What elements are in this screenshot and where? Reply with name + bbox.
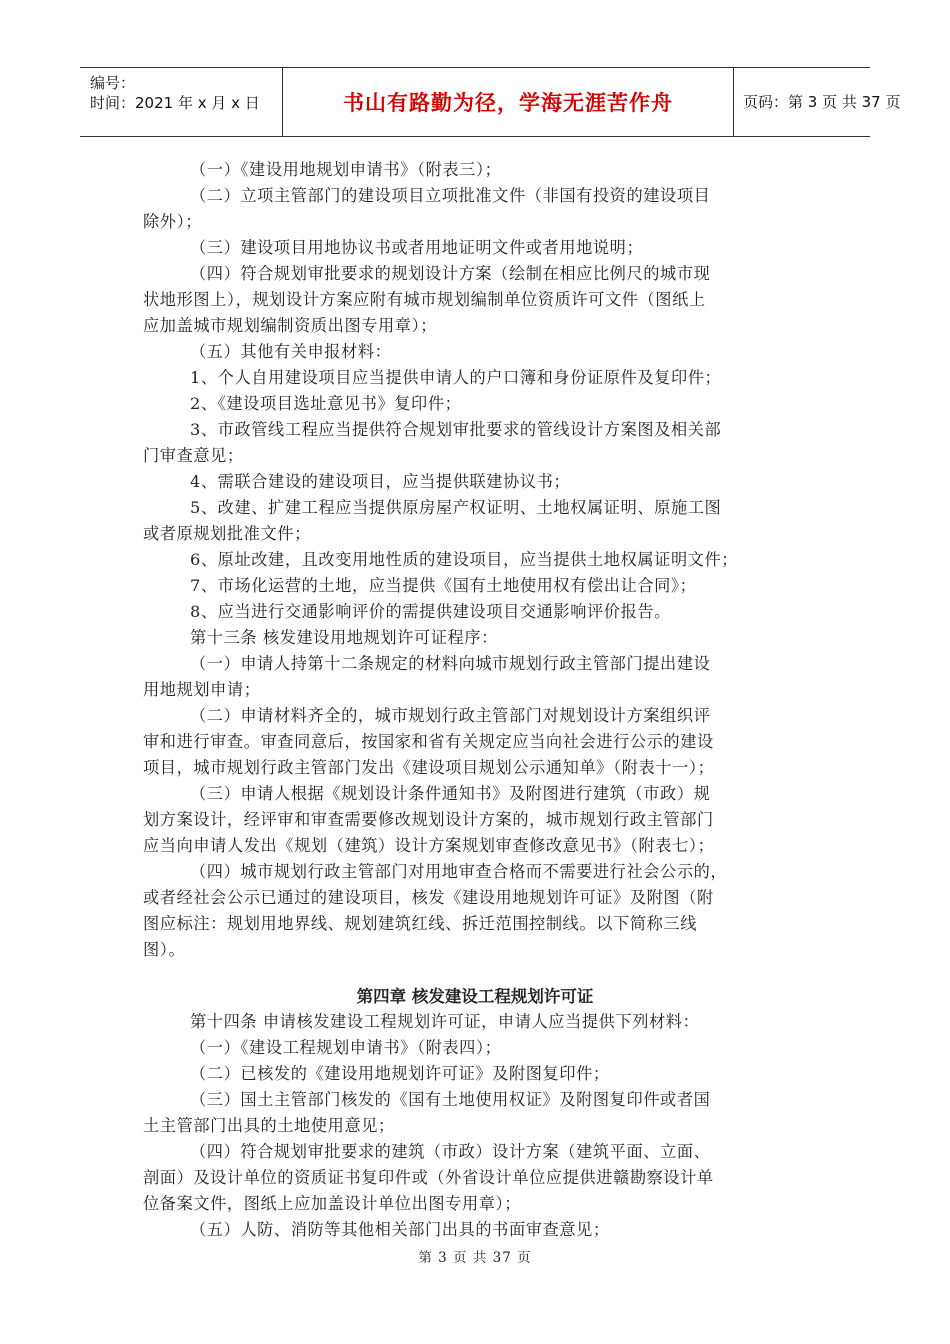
text-line: 审和进行审查。审查同意后，按国家和省有关规定应当向社会进行公示的建设 [143,732,714,751]
text-line: 2、《建设项目选址意见书》复印件； [190,394,462,413]
text-line: 用地规划申请； [143,680,261,699]
header-page-info: 页码：第 3 页 共 37 页 [743,93,901,111]
document-number: 编号： [90,74,136,92]
text-line: 应加盖城市规划编制资质出图专用章）； [143,316,438,335]
page-footer: 第 3 页 共 37 页 [418,1250,532,1266]
text-line: （一）《建设用地规划申请书》（附表三）； [190,160,502,179]
text-line: 或者原规划批准文件； [143,524,311,543]
text-line: 5、改建、扩建工程应当提供原房屋产权证明、土地权属证明、原施工图 [190,498,722,517]
text-line: （四）符合规划审批要求的建筑（市政）设计方案（建筑平面、立面、 [190,1142,711,1161]
text-line: （一）申请人持第十二条规定的材料向城市规划行政主管部门提出建设 [190,654,711,673]
text-line: （二）立项主管部门的建设项目立项批准文件（非国有投资的建设项目 [190,186,711,205]
text-line: 除外）； [143,212,203,231]
text-line: 门审查意见； [143,446,244,465]
text-line: 位备案文件，图纸上应加盖设计单位出图专用章）； [143,1194,522,1213]
text-line: 3、市政管线工程应当提供符合规划审批要求的管线设计方案图及相关部 [190,420,722,439]
document-date: 时间：2021 年 x 月 x 日 [90,94,260,112]
text-line: 图应标注：规划用地界线、规划建筑红线、拆迁范围控制线。以下简称三线 [143,914,697,933]
text-line: 6、原址改建，且改变用地性质的建设项目，应当提供土地权属证明文件； [190,550,739,569]
text-line: （二）申请材料齐全的，城市规划行政主管部门对规划设计方案组织评 [190,706,711,725]
text-line: （五）其他有关申报材料： [190,342,392,361]
text-line: （一）《建设工程规划申请书》（附表四）； [190,1038,502,1057]
text-line: （四）城市规划行政主管部门对用地审查合格而不需要进行社会公示的， [190,862,728,881]
text-line: 状地形图上），规划设计方案应附有城市规划编制单位资质许可文件（图纸上 [143,290,706,309]
text-line: 8、应当进行交通影响评价的需提供建设项目交通影响评价报告。 [190,602,671,621]
text-line: 划方案设计，经评审和审查需要修改规划设计方案的，城市规划行政主管部门 [143,810,714,829]
text-line: （五）人防、消防等其他相关部门出具的书面审查意见； [190,1220,610,1239]
text-line: 剖面）及设计单位的资质证书复印件或（外省设计单位应提供进赣勘察设计单 [143,1168,714,1187]
text-line: 第十四条 申请核发建设工程规划许可证，申请人应当提供下列材料： [190,1012,700,1031]
header-motto: 书山有路勤为径，学海无涯苦作舟 [343,91,673,115]
text-line: （三）建设项目用地协议书或者用地证明文件或者用地说明； [190,238,644,257]
text-line: 1、个人自用建设项目应当提供申请人的户口簿和身份证原件及复印件； [190,368,722,387]
header-divider [733,68,734,136]
text-line: 土主管部门出具的土地使用意见； [143,1116,395,1135]
text-line: 4、需联合建设的建设项目，应当提供联建协议书； [190,472,571,491]
text-line: 项目，城市规划行政主管部门发出《建设项目规划公示通知单》（附表十一）； [143,758,715,777]
text-line: 图）。 [143,940,186,959]
text-line: 7、市场化运营的土地，应当提供《国有土地使用权有偿出让合同》； [190,576,697,595]
header-meta [80,68,282,136]
page-header [80,67,901,137]
text-line: （四）符合规划审批要求的规划设计方案（绘制在相应比例尺的城市现 [190,264,711,283]
text-line: （二）已核发的《建设用地规划许可证》及附图复印件； [190,1064,610,1083]
text-line: 第十三条 核发建设用地规划许可证程序： [190,628,498,647]
chapter-title: 第四章 核发建设工程规划许可证 [356,987,594,1006]
text-line: （三）申请人根据《规划设计条件通知书》及附图进行建筑（市政）规 [190,784,711,803]
text-line: 应当向申请人发出《规划（建筑）设计方案规划审查修改意见书》（附表七）； [143,836,715,855]
text-line: 或者经社会公示已通过的建设项目，核发《建设用地规划许可证》及附图（附 [143,888,714,907]
text-line: （三）国土主管部门核发的《国有土地使用权证》及附图复印件或者国 [190,1090,711,1109]
